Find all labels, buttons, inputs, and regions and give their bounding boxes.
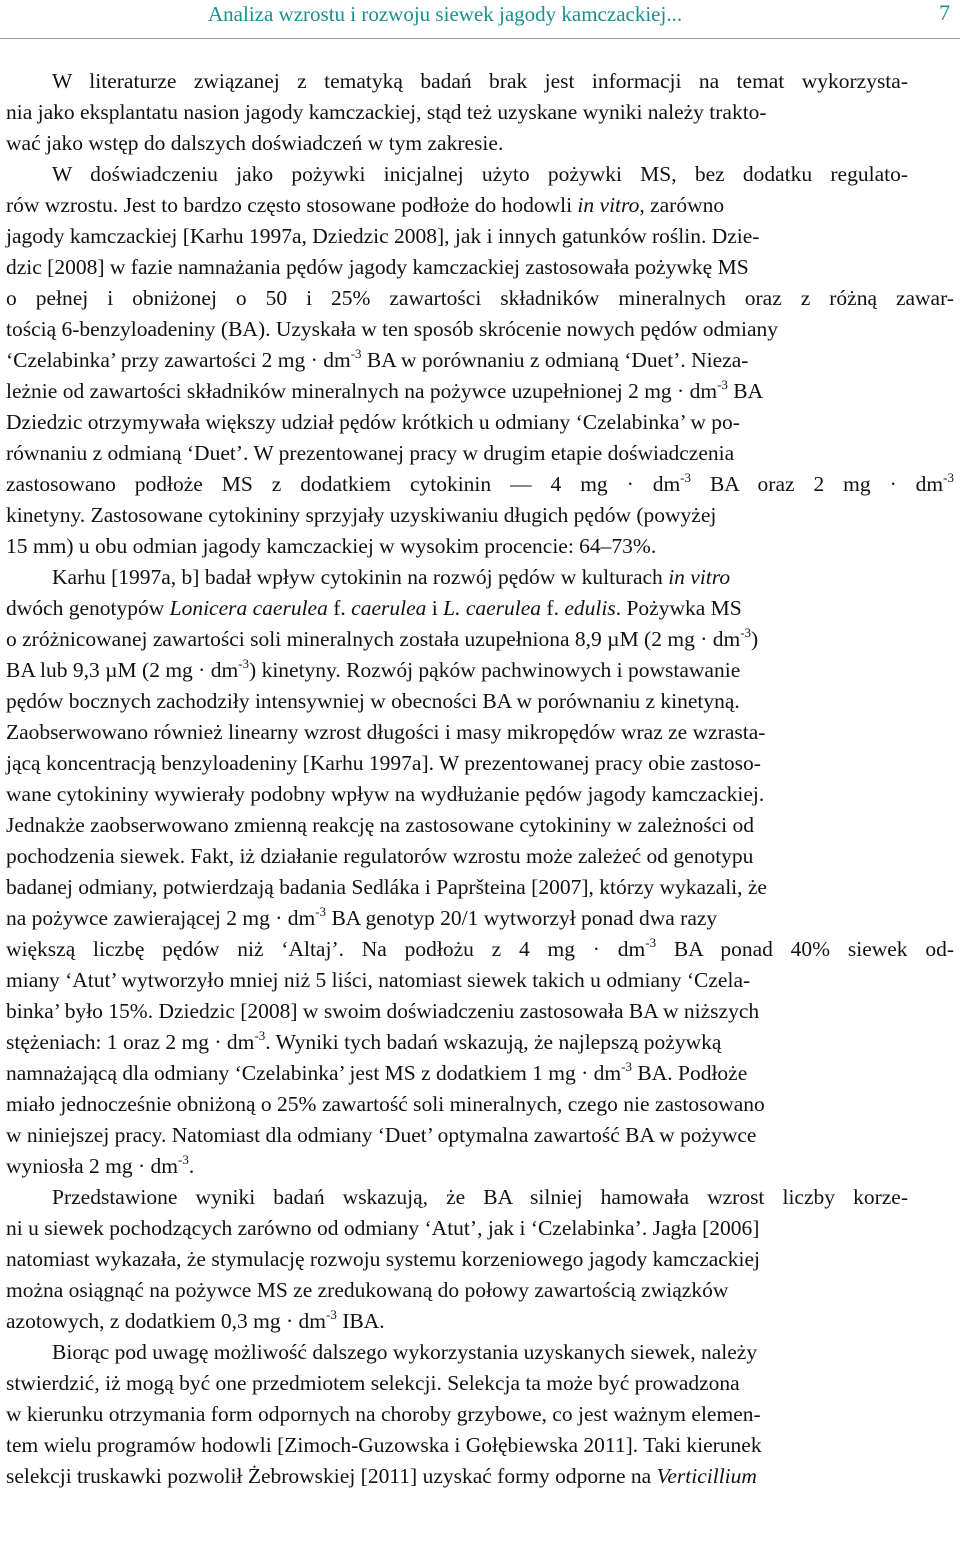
text-line: 15 mm) u obu odmian jagody kamczackiej w wysokim procencie: 64–73%. (6, 534, 657, 558)
text-line (6, 1461, 954, 1492)
text-line (6, 593, 954, 624)
text-run: BA oraz 2 mg · dm (691, 472, 944, 496)
text-run: stężeniach: 1 oraz 2 mg · dm (6, 1030, 255, 1054)
exponent: -3 (326, 1307, 337, 1322)
exponent: -3 (943, 470, 954, 485)
text-run: i (426, 596, 444, 620)
text-line: jagody kamczackiej [Karhu 1997a, Dziedzic 2008], jak i innych gatunków roślin. Dzie- (6, 224, 760, 248)
italic-term: Lonicera caerulea (169, 596, 328, 620)
text-line (6, 624, 954, 655)
text-line (6, 345, 954, 376)
text-run: na pożywce zawierającej 2 mg · dm (6, 906, 316, 930)
paragraph-3 (6, 562, 954, 593)
text-line: wać jako wstęp do dalszych doświadczeń w tym zakresie. (6, 131, 504, 155)
text-run: rów wzrostu. Jest to bardzo często stosowane podłoże do hodowli (6, 193, 578, 217)
text-line: o pełnej i obniżonej o 50 i 25% zawartości składników mineralnych oraz z różną zawar- (6, 286, 954, 310)
text-line: miało jednocześnie obniżoną o 25% zawartość soli mineralnych, czego nie zastosowano (6, 1092, 765, 1116)
text-run: ) kinetyny. Rozwój pąków pachwinowych i powstawanie (249, 658, 741, 682)
text-run: , zarówno (639, 193, 725, 217)
text-run: ‘Czelabinka’ przy zawartości 2 mg · dm (6, 348, 351, 372)
text-line: wane cytokininy wywierały podobny wpływ na wydłużanie pędów jagody kamczackiej. (6, 782, 765, 806)
body-text (6, 66, 954, 1492)
exponent: -3 (680, 470, 692, 485)
text-run: Karhu [1997a, b] badał wpływ cytokinin na rozwój pędów w kulturach (52, 565, 669, 589)
exponent: -3 (717, 377, 728, 392)
text-run: f. (541, 596, 565, 620)
paragraph-2-cont (6, 190, 954, 562)
text-line: jącą koncentracją benzyloadeniny [Karhu 1997a]. W prezentowanej pracy obie zastoso- (6, 751, 761, 775)
paragraph-4 (6, 1182, 954, 1213)
text-line: w kierunku otrzymania form odpornych na choroby grzybowe, co jest ważnym elemen- (6, 1402, 761, 1426)
paragraph-5 (6, 1337, 954, 1368)
running-header (0, 0, 960, 39)
text-run: ) (751, 627, 759, 651)
text-run: f. (327, 596, 352, 620)
text-run: BA lub 9,3 µM (2 mg · dm (6, 658, 239, 682)
text-run: dwóch genotypów (6, 596, 170, 620)
text-line: tością 6-benzyloadeniny (BA). Uzyskała w ten sposób skrócenie nowych pędów odmiany (6, 317, 779, 341)
text-run: BA. Podłoże (632, 1061, 748, 1085)
italic-term: caerulea (351, 596, 427, 620)
text-line: Przedstawione wyniki badań wskazują, że BA silniej hamowała wzrost liczby korze- (52, 1185, 908, 1209)
text-run: azotowych, z dodatkiem 0,3 mg · dm (6, 1309, 327, 1333)
text-line: w niniejszej pracy. Natomiast dla odmiany ‘Duet’ optymalna zawartość BA w pożywce (6, 1123, 757, 1147)
text-line: tem wielu programów hodowli [Zimoch-Guzowska i Gołębiewska 2011]. Taki kierunek (6, 1433, 762, 1457)
text-line: Zaobserwowano również linearny wzrost długości i masy mikropędów wraz ze wzrasta- (6, 720, 766, 744)
text-run: selekcji truskawki pozwolił Żebrowskiej [2011] uzyskać formy odporne na (6, 1464, 657, 1488)
text-run: . Pożywka MS (615, 596, 742, 620)
text-run: IBA. (336, 1309, 385, 1333)
text-line: Jednakże zaobserwowano zmienną reakcję na zastosowane cytokininy w zależności od (6, 813, 755, 837)
italic-term: Verticillium (656, 1464, 757, 1488)
running-header-title: Analiza wzrostu i rozwoju siewek jagody kamczackiej... (208, 2, 683, 26)
page-number: 7 (939, 0, 950, 25)
exponent: -3 (621, 1059, 632, 1074)
italic-term: L. caerulea (443, 596, 542, 620)
text-run: BA ponad 40% siewek od- (656, 937, 955, 961)
exponent: -3 (178, 1152, 189, 1167)
text-line (6, 562, 954, 593)
text-run: namnażającą dla odmiany ‘Czelabinka’ jest MS z dodatkiem 1 mg · dm (6, 1061, 622, 1085)
paragraph-1-cont (6, 97, 954, 159)
paragraph-1 (6, 66, 954, 97)
text-line (6, 1058, 954, 1089)
text-run: leżnie od zawartości składników mineralnych na pożywce uzupełnionej 2 mg · dm (6, 379, 718, 403)
text-line (6, 1151, 954, 1182)
text-line: pędów bocznych zachodziły intensywniej w obecności BA w porównaniu z kinetyną. (6, 689, 740, 713)
text-line: można osiągnąć na pożywce MS ze zredukowaną do połowy zawartością związków (6, 1278, 729, 1302)
text-line (6, 903, 954, 934)
text-line: badanej odmiany, potwierdzają badania Sedláka i Papršteina [2007], którzy wykazali, że (6, 875, 767, 899)
text-line: Dziedzic otrzymywała większy udział pędów krótkich u odmiany ‘Czelabinka’ w po- (6, 410, 740, 434)
exponent: -3 (645, 935, 657, 950)
text-line (6, 934, 954, 965)
text-line: ni u siewek pochodzących zarówno od odmiany ‘Atut’, jak i ‘Czelabinka’. Jagła [2006] (6, 1216, 760, 1240)
paragraph-5-cont (6, 1368, 954, 1492)
text-run: wyniosła 2 mg · dm (6, 1154, 178, 1178)
italic-term: edulis (564, 596, 616, 620)
text-line (6, 190, 954, 221)
text-run: o zróżnicowanej zawartości soli mineralnych została uzupełniona 8,9 µM (2 mg · dm (6, 627, 741, 651)
text-line: kinetyny. Zastosowane cytokininy sprzyjały uzyskiwaniu długich pędów (powyżej (6, 503, 717, 527)
italic-term: in vitro (577, 193, 640, 217)
text-line: miany ‘Atut’ wytworzyło mniej niż 5 liści, natomiast siewek takich u odmiany ‘Czela- (6, 968, 751, 992)
text-run: większą liczbę pędów niż ‘Altaj’. Na podłożu z 4 mg · dm (6, 937, 646, 961)
text-line: binka’ było 15%. Dziedzic [2008] w swoim doświadczeniu zastosowała BA w niższych (6, 999, 760, 1023)
exponent: -3 (315, 904, 327, 919)
text-line: pochodzenia siewek. Fakt, iż działanie regulatorów wzrostu może zależeć od genotypu (6, 844, 754, 868)
exponent: -3 (238, 656, 250, 671)
paragraph-4-cont (6, 1213, 954, 1337)
text-line: W literaturze związanej z tematyką badań brak jest informacji na temat wykorzysta- (52, 69, 908, 93)
text-line (6, 1306, 954, 1337)
text-line (6, 655, 954, 686)
text-line: W doświadczeniu jako pożywki inicjalnej użyto pożywki MS, bez dodatku regulato- (52, 162, 908, 186)
exponent: -3 (740, 625, 752, 640)
italic-term: in vitro (668, 565, 731, 589)
text-line: stwierdzić, iż mogą być one przedmiotem selekcji. Selekcja ta może być prowadzona (6, 1371, 740, 1395)
text-line: Biorąc pod uwagę możliwość dalszego wykorzystania uzyskanych siewek, należy (52, 1340, 758, 1364)
text-line (6, 376, 954, 407)
text-run: zastosowano podłoże MS z dodatkiem cytokinin — 4 mg · dm (6, 472, 681, 496)
text-run: . Wyniki tych badań wskazują, że najlepszą pożywką (265, 1030, 722, 1054)
exponent: -3 (254, 1028, 266, 1043)
text-line: dzic [2008] w fazie namnażania pędów jagody kamczackiej zastosowała pożywkę MS (6, 255, 749, 279)
paragraph-3-cont (6, 593, 954, 1182)
text-run: BA (727, 379, 764, 403)
text-run: BA w porównaniu z odmianą ‘Duet’. Nieza- (361, 348, 749, 372)
text-line: nia jako eksplantatu nasion jagody kamczackiej, stąd też uzyskane wyniki należy trakto- (6, 100, 767, 124)
text-run: BA genotyp 20/1 wytworzył ponad dwa razy (326, 906, 718, 930)
exponent: -3 (350, 346, 362, 361)
paragraph-2 (6, 159, 954, 190)
text-line (6, 469, 954, 500)
text-line: równaniu z odmianą ‘Duet’. W prezentowanej pracy w drugim etapie doświadczenia (6, 441, 735, 465)
text-run: . (188, 1154, 195, 1178)
text-line (6, 1027, 954, 1058)
text-line: natomiast wykazała, że stymulację rozwoju systemu korzeniowego jagody kamczackiej (6, 1247, 761, 1271)
